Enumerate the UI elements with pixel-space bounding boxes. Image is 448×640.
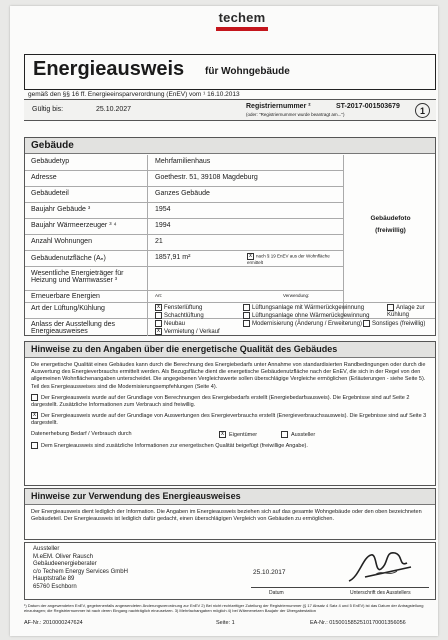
checkbox-vent-heat-recovery[interactable]: Lüftungsanlage mit Wärmerückgewinnung <box>243 304 364 311</box>
issuer-label: Aussteller <box>33 546 60 552</box>
option-demand-based: Der Energieausweis wurde auf der Grundlage von Berechnungen des Energiebedarfs erstellt (Energiebedarfsausweis). Die Ergebnisse sind auf Seite 2 dargestellt. Zusätzliche Informationen zum Verbrauch sind freiwillig. <box>31 394 410 408</box>
registration-label: Registriernummer ² <box>246 103 311 110</box>
checkbox-issuer[interactable]: Aussteller <box>281 431 315 439</box>
row-usable-area: Gebäudenutzfläche (Aₙ) 1857,91 m² x nach § 19 EnEV aus der Wohnfläche ermittelt <box>25 251 343 267</box>
valid-until-date: 25.10.2027 <box>96 106 132 113</box>
quality-notes-text: Die energetische Qualität eines Gebäudes kann durch die Berechnung des Energiebedarfs unter Annahme von standardisierten Randbedingungen oder durch die Auswertung des Energieverbrauchs ermittelt werden. Als Bezugsfläche dient die energetische Gebäudenutzfläche nach der EnEV, die sich in der Regel von den allgemeinen Wohnflächenangaben unterscheidet. Die angegebenen Vergleichswerte sollen überschlägige Vergleiche ermöglichen (Erläuterungen - siehe Seite 5). Teil des Energieausweises sind die Modernisierungsempfehlungen (Seite 4). <box>31 362 426 390</box>
photo-placeholder <box>343 155 436 316</box>
signature-image <box>345 547 415 587</box>
registration-note: (oder: "Registriernummer wurde beantragt am...") <box>246 112 345 117</box>
building-heading: Gebäude <box>25 138 435 154</box>
quality-notes-heading: Hinweise zu den Angaben über die energetische Qualität des Gebäudes <box>25 342 435 358</box>
usage-notes-text: Der Energieausweis dient lediglich der Information. Die Angaben im Energieausweis beziehen sich auf das gesamte Wohngebäude oder den oben bezeichneten Gebäudeteil. Der Energieausweis ist lediglich dafür gedacht, einen überschlägigen Vergleich von Gebäuden zu ermöglichen. <box>31 509 422 523</box>
issuer-line: 65760 Eschborn <box>33 583 77 590</box>
checkbox-modernisation[interactable]: Modernisierung (Änderung / Erweiterung) <box>243 320 363 328</box>
option-consumption-based: x Der Energieausweis wurde auf der Grundlage von Auswertungen des Energieverbrauchs erstellt (Energieverbrauchsausweis). Die Ergebnisse sind auf Seite 3 dargestellt. <box>31 412 427 426</box>
issuer-block <box>33 546 128 591</box>
row-heater-year: Baujahr Wärmeerzeuger ³ ⁴ 1994 <box>25 219 343 235</box>
checkbox-other[interactable]: Sonstiges (freiwillig) <box>363 320 433 328</box>
option-extra-info: Dem Energieausweis sind zusätzliche Informationen zur energetischen Qualität beigefügt (freiwillige Angabe). <box>31 442 429 450</box>
checkbox-shaft-ventilation[interactable]: Schachtlüftung <box>155 312 204 319</box>
date-label: Datum <box>269 590 284 596</box>
row-building-part: Gebäudeteil Ganzes Gebäude <box>25 187 343 203</box>
checkbox-cooling[interactable]: Anlage zur Kühlung <box>387 305 425 319</box>
brand-logo: techem <box>218 10 266 25</box>
brand-bar <box>216 27 268 31</box>
valid-until-label: Gültig bis: <box>32 106 64 113</box>
issuer-line: Hauptstraße 89 <box>33 576 75 582</box>
checkbox-demand-based[interactable] <box>31 394 38 401</box>
renewable-use-label: Verwendung: <box>283 293 310 298</box>
row-apartment-count: Anzahl Wohnungen 21 <box>25 235 343 251</box>
footnotes: ¹) Datum der angewendeten EnEV, gegebenenfalls angewendeten Änderungsverordnung zur EnEV 2) Bei nicht rechtzeitiger Zuteilung der Registriernummer (§ 17 Absatz 4 Satz 4 und 5 EnEV) ist das Datum der Antragstellung einzutragen; die Registriernummer ist nach deren Eingang nachträglich einzusetzen. 3) Mehrfachangaben möglich 4) bei Wärmenetzen Baujahr der Übergabestation <box>24 603 424 613</box>
row-occasion: Anlass der Ausstellung des Energieausweises Neubau x Vermietung / Verkauf Modernisierung (Änderung / Erweiterung) Sonstiges (freiwillig) <box>25 319 435 336</box>
data-collection-row: Datenerhebung Bedarf / Verbrauch durch x Eigentümer Aussteller <box>31 431 316 438</box>
photo-label: Gebäudefoto <box>370 215 411 222</box>
issuer-line: c/o Techem Energy Services GmbH <box>33 568 128 575</box>
validity-row <box>24 99 436 121</box>
registration-number: ST-2017-001503679 <box>336 103 400 110</box>
footer-ea-number: EA-Nr.: 0150015852510170001356056 <box>310 620 406 626</box>
row-address: Adresse Goethestr. 51, 39108 Magdeburg <box>25 171 343 187</box>
photo-sub: (freiwillig) <box>375 227 406 234</box>
page-number-badge: 1 <box>415 103 430 118</box>
row-renewables: Erneuerbare Energien Art: Verwendung: <box>25 291 435 303</box>
area-flag: x nach § 19 EnEV aus der Wohnfläche ermittelt <box>247 253 330 265</box>
document-subtitle: für Wohngebäude <box>205 66 290 77</box>
title-box <box>24 54 436 90</box>
building-section <box>24 137 436 336</box>
usage-notes-section <box>24 488 436 540</box>
document-title: Energieausweis <box>33 58 185 80</box>
footer-af-number: AF-Nr.: 2010000247624 <box>24 620 83 626</box>
checkbox-extra-info[interactable] <box>31 442 38 449</box>
footer-page: Seite: 1 <box>216 620 235 626</box>
issuer-section <box>24 542 436 600</box>
checkbox-new-build[interactable]: Neubau <box>155 320 185 327</box>
checkbox-owner[interactable]: x Eigentümer <box>221 431 258 438</box>
area-flag-checkbox[interactable]: x <box>249 253 252 259</box>
signature-label: Unterschrift des Ausstellers <box>350 590 411 596</box>
quality-notes-section <box>24 341 436 486</box>
usage-notes-heading: Hinweise zur Verwendung des Energieausweises <box>25 489 435 505</box>
certificate-page <box>10 6 438 636</box>
row-building-type: Gebäudetyp Mehrfamilienhaus <box>25 155 343 171</box>
row-ventilation: Art der Lüftung/Kühlung x Fensterlüftung Schachtlüftung Lüftungsanlage mit Wärmerückgewinnung Lüftungsanlage ohne Wärmerückgewinnung Anlage zur Kühlung <box>25 303 435 319</box>
row-energy-carriers: Wesentliche Energieträger für Heizung und Warmwasser ³ <box>25 267 343 291</box>
row-construction-year: Baujahr Gebäude ³ 1954 <box>25 203 343 219</box>
signature-line <box>251 587 429 588</box>
checkbox-rent-sale[interactable]: x Vermietung / Verkauf <box>157 328 220 336</box>
checkbox-vent-no-heat-recovery[interactable]: Lüftungsanlage ohne Wärmerückgewinnung <box>243 312 369 319</box>
law-reference: gemäß den §§ 16 ff. Energieeinsparverordnung (EnEV) vom ¹ 16.10.2013 <box>28 91 240 98</box>
signature-date: 25.10.2017 <box>253 569 286 576</box>
issuer-line: Gebäudeenergieberater <box>33 561 97 567</box>
checkbox-window-ventilation[interactable]: x Fensterlüftung <box>157 304 203 312</box>
issuer-line: M.eEM. Oliver Rausch <box>33 553 94 560</box>
checkbox-consumption-based[interactable]: x <box>33 412 36 418</box>
